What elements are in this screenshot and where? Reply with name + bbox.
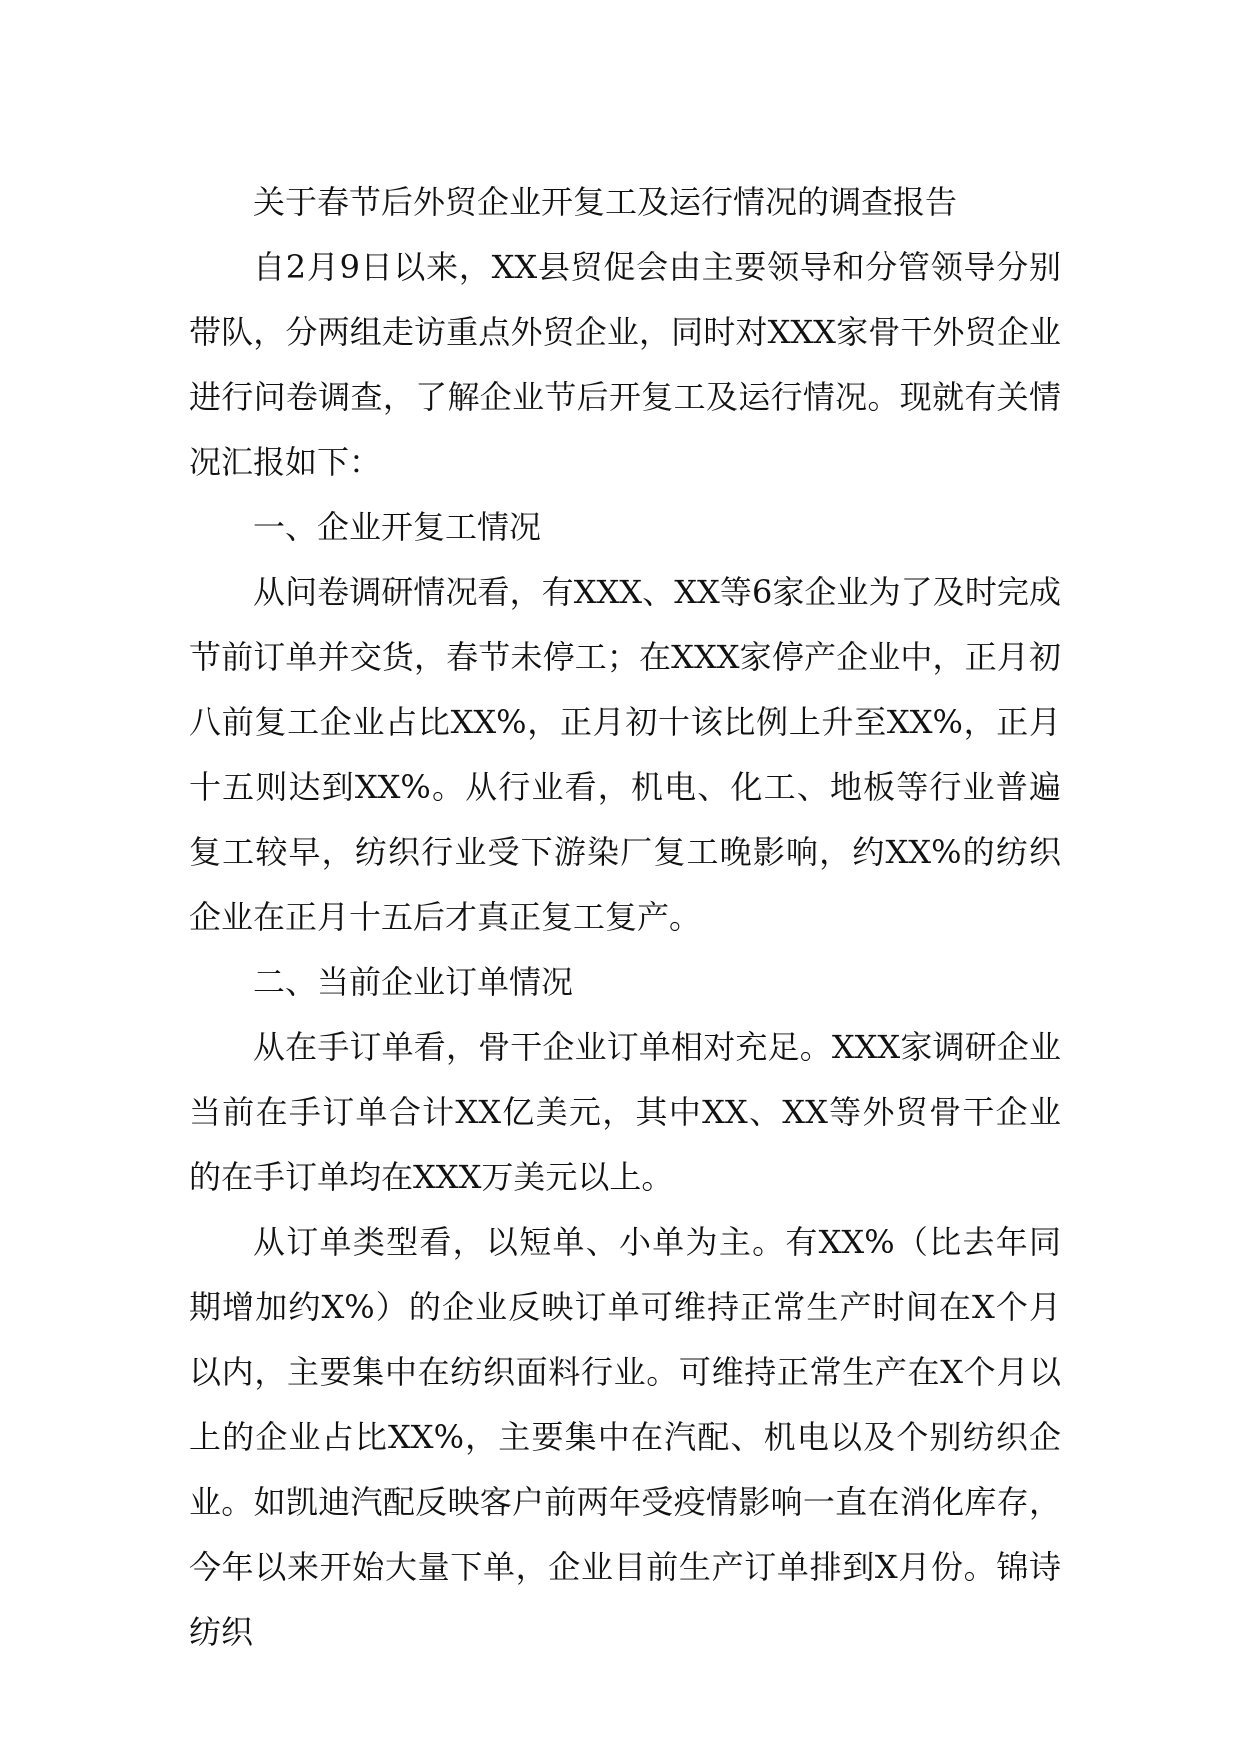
paragraph-reopening: 从问卷调研情况看，有XXX、XX等6家企业为了及时完成节前订单并交货，春节未停工；在XXX家停产企业中，正月初八前复工企业占比XX%，正月初十该比例上升至XX%，正月十五则达到XX%。从行业看，机电、化工、地板等行业普遍复工较早，纺织行业受下游染厂复工晚影响，约XX%的纺织企业在正月十五后才真正复工复产。 [189,573,1061,936]
paragraph-order-types: 从订单类型看，以短单、小单为主。有XX%（比去年同期增加约X%）的企业反映订单可维持正常生产时间在X个月以内，主要集中在纺织面料行业。可维持正常生产在X个月以上的企业占比XX%，主要集中在汽配、机电以及个别纺织企业。如凯迪汽配反映客户前两年受疫情影响一直在消化库存，今年以来开始大量下单，企业目前生产订单排到X月份。锦诗纺织 [189,1223,1061,1651]
document-body [189,170,1061,1665]
paragraph-intro: 自2月9日以来，XX县贸促会由主要领导和分管领导分别带队，分两组走访重点外贸企业，同时对XXX家骨干外贸企业进行问卷调查，了解企业节后开复工及运行情况。现就有关情况汇报如下： [189,248,1061,481]
document-title: 关于春节后外贸企业开复工及运行情况的调查报告 [253,183,958,221]
section-heading-1: 一、企业开复工情况 [253,508,542,546]
paragraph-orders-on-hand: 从在手订单看，骨干企业订单相对充足。XXX家调研企业当前在手订单合计XX亿美元，其中XX、XX等外贸骨干企业的在手订单均在XXX万美元以上。 [189,1028,1061,1196]
section-heading-2: 二、当前企业订单情况 [253,963,574,1001]
